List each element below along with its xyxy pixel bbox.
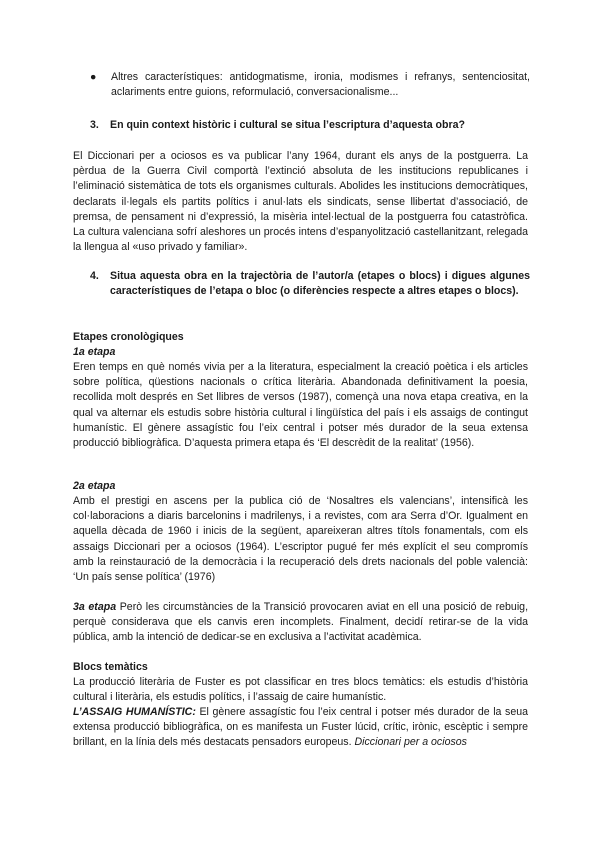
context-paragraph: El Diccionari per a ociosos es va publicar l’any 1964, durant els anys de la postguerra. La pèrdua de la Guerra Civil comportà l’extinció absoluta de les institucions republicanes i l’eliminació sistemàtica de tots els organismes culturals. Abolides les institucions democràtiques, declarats il·legals els partits polítics i anul·lats els sindicats, sense llibertat d’associació, de premsa, de pensament ni d’expressió, la misèria intel·lectual de la postguerra fou catastròfica. La cultura valenciana sofrí aleshores un procés intens d’espanyolització castellanitzant, relegada la llengua al «uso privado y familiar».: [73, 150, 528, 254]
question-3: [90, 118, 530, 133]
etapa-2-label: 2a etapa: [73, 480, 116, 492]
assaig-label: L’ASSAIG HUMANÍSTIC:: [73, 706, 196, 718]
question-3-text: En quin context històric i cultural se situa l’escriptura d’aquesta obra?: [110, 119, 465, 131]
question-4-text: Situa aquesta obra en la trajectòria de l’autor/a (etapes o blocs) i digues algunes característiques de l’etapa o bloc (o diferències respecte a altres etapes o blocs).: [110, 270, 530, 298]
bullet-marker: ●: [90, 71, 97, 83]
bullet-text: Altres característiques: antidogmatisme, ironia, modismes i refranys, sentenciositat, aclariments entre guions, reformulació, conversacionalisme...: [111, 71, 530, 99]
blocs-heading: Blocs temàtics: [73, 661, 148, 673]
etapes-heading: Etapes cronològiques: [73, 331, 184, 343]
question-4: [90, 269, 530, 299]
etapa-3-paragraph: [73, 600, 528, 646]
etapa-3-label: 3a etapa: [73, 601, 117, 613]
etapa-3-text: Però les circumstàncies de la Transició provocaren aviat en ell una posició de rebuig, perquè considerava que els canvis eren incomplets. Finalment, decidí retirar-se de la vida pública, amb la intenció de dedicar-se en exclusiva a l’activitat acadèmica.: [73, 601, 529, 644]
assaig-paragraph: [73, 705, 528, 751]
question-4-number: 4.: [90, 270, 99, 282]
etapa-2-text: Amb el prestigi en ascens per la publica ció de ‘Nosaltres els valencians’, intensificà les col·laboracions a diaris barcelonins i madrilenys, i a revistes, com ara Serra d’Or. Igualment en aquella dècada de 1960 i inicis de la següent, apareixeran altres títols fonamentals, com els assaigs Diccionari per a ociosos (1964). L’escriptor pugué fer més explícit el seu compromís amb la reinstauració de la democràcia i la recuperació dels drets nacionals del poble valencià: ‘Un país sense política’ (1976): [73, 495, 528, 584]
assaig-text: El gènere assagístic fou l’eix central i potser més durador de la seua extensa producció bibliogràfica, on es manifesta un Fuster lúcid, crític, irònic, escèptic i sempre brillant, en la línia dels més destacats pensadors europeus.: [73, 706, 528, 749]
assaig-tail: Diccionari per a ociosos: [354, 736, 467, 749]
blocs-intro: La producció literària de Fuster es pot classificar en tres blocs temàtics: els estudis d’història cultural i literària, els estudis polítics, i l’assaig de caire humanístic.: [73, 676, 528, 704]
bullet-item: [90, 70, 530, 100]
question-3-number: 3.: [90, 119, 99, 131]
etapa-1-text: Eren temps en què només vivia per a la literatura, especialment la creació poètica i els articles sobre política, qüestions nacionals o crítica literària. Abandonada definitivament la poesia, recollida molt després en Set llibres de versos (1987), començà una nova etapa creativa, en la qual va alternar els estudis sobre història cultural i lingüística del país i els assaigs de contingut humanístic. El gènere assagístic fou l’eix central i potser més durador de la seua extensa producció bibliogràfica. D’aquesta primera etapa és ‘El descrèdit de la realitat’ (1956).: [73, 361, 528, 450]
etapa-1-label: 1a etapa: [73, 346, 116, 358]
